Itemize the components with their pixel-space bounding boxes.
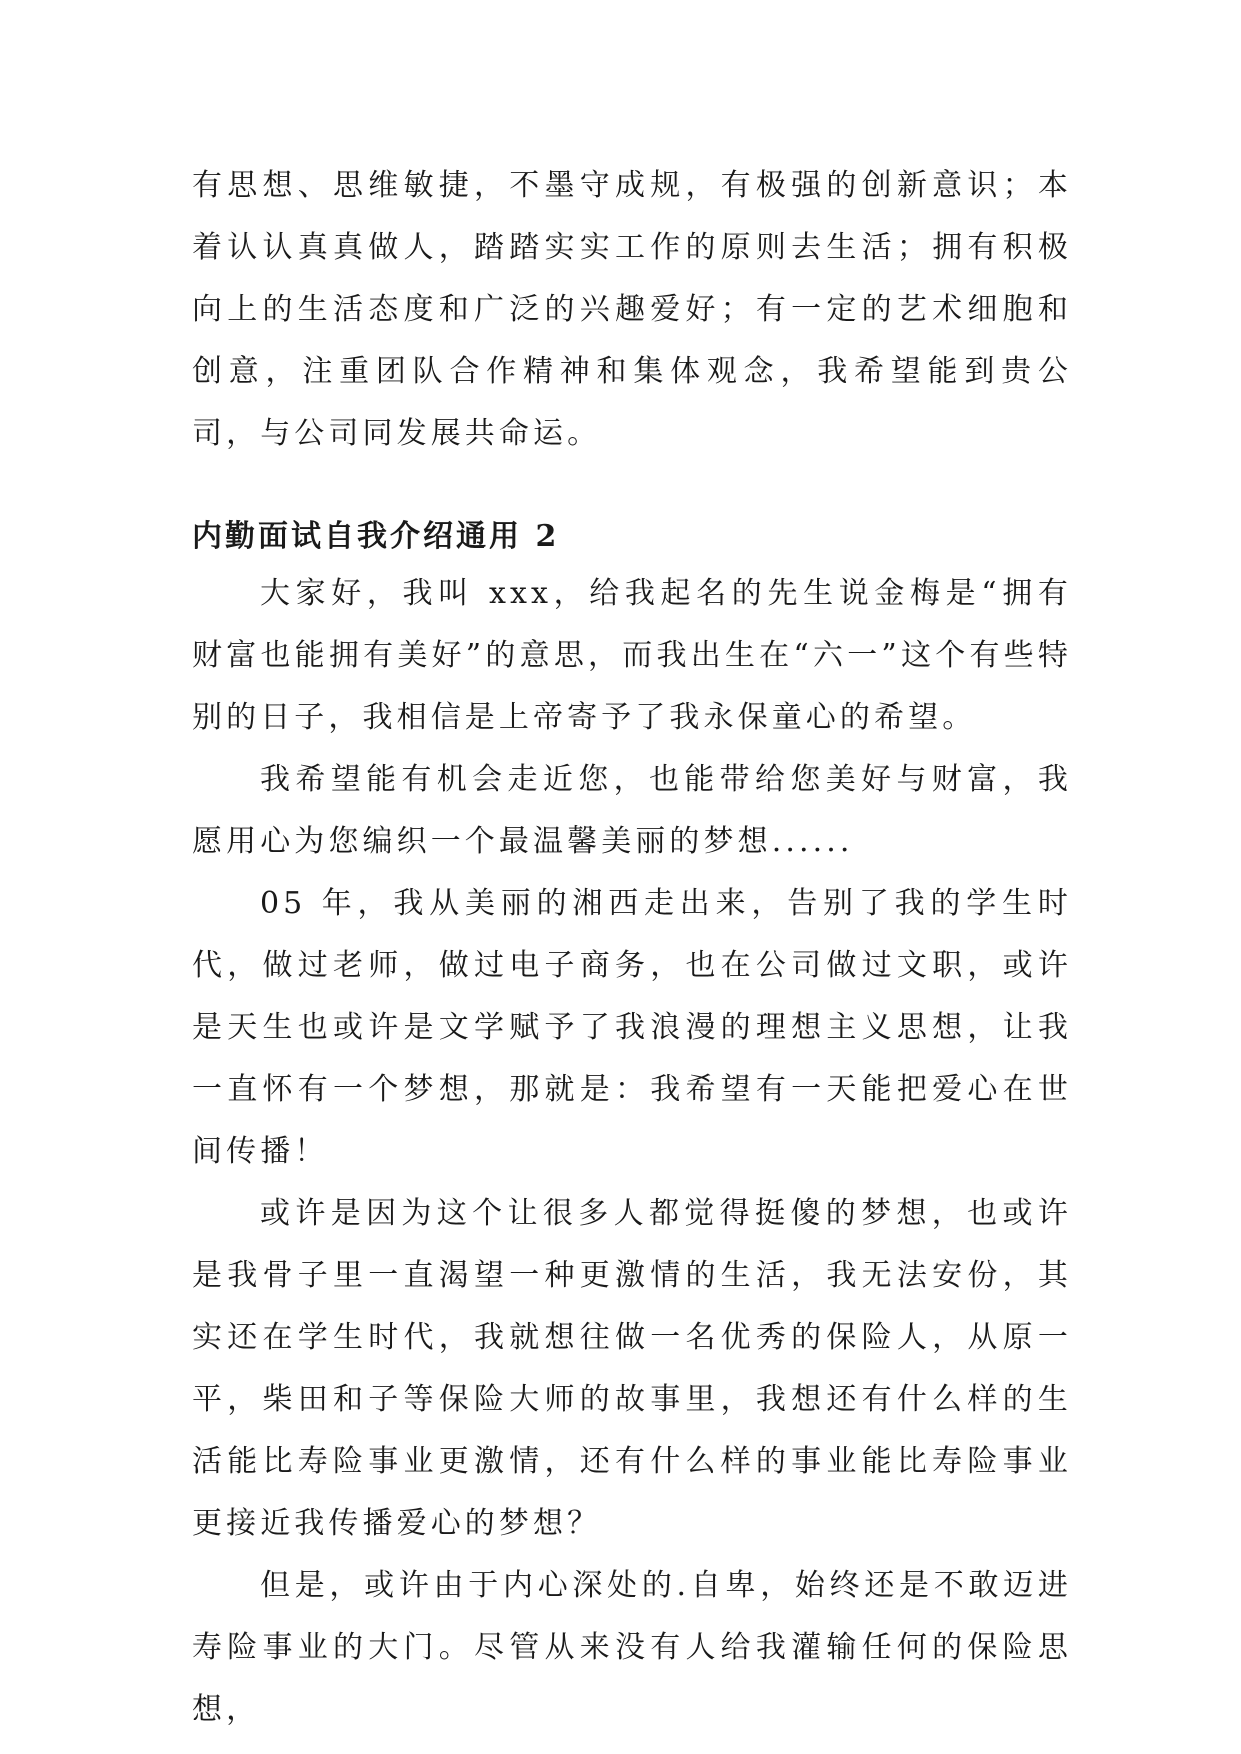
body-paragraph-1: 大家好，我叫 xxx，给我起名的先生说金梅是“拥有财富也能拥有美好”的意思，而我出生在“六一”这个有些特别的日子，我相信是上帝寄予了我永保童心的希望。 <box>192 576 1072 735</box>
body-paragraph-2: 我希望能有机会走近您，也能带给您美好与财富，我愿用心为您编织一个最温馨美丽的梦想...... <box>192 762 1072 859</box>
section-heading: 内勤面试自我介绍通用 2 <box>192 519 560 554</box>
section-body <box>192 563 1072 1741</box>
body-paragraph-3: 05 年，我从美丽的湘西走出来，告别了我的学生时代，做过老师，做过电子商务，也在公司做过文职，或许是天生也或许是文学赋予了我浪漫的理想主义思想，让我一直怀有一个梦想，那就是：我希望有一天能把爱心在世间传播！ <box>192 886 1072 1169</box>
body-paragraph-4: 或许是因为这个让很多人都觉得挺傻的梦想，也或许是我骨子里一直渴望一种更激情的生活，我无法安份，其实还在学生时代，我就想往做一名优秀的保险人，从原一平，柴田和子等保险大师的故事里，我想还有什么样的生活能比寿险事业更激情，还有什么样的事业能比寿险事业更接近我传播爱心的梦想？ <box>192 1196 1072 1541</box>
body-paragraph-5: 但是，或许由于内心深处的.自卑，始终还是不敢迈进寿险事业的大门。尽管从来没有人给我灌输任何的保险思想， <box>192 1568 1072 1727</box>
intro-paragraph: 有思想、思维敏捷，不墨守成规，有极强的创新意识；本着认认真真做人，踏踏实实工作的原则去生活；拥有积极向上的生活态度和广泛的兴趣爱好；有一定的艺术细胞和创意，注重团队合作精神和集体观念，我希望能到贵公司，与公司同发展共命运。 <box>192 168 1072 451</box>
intro-text-block <box>192 155 1072 465</box>
